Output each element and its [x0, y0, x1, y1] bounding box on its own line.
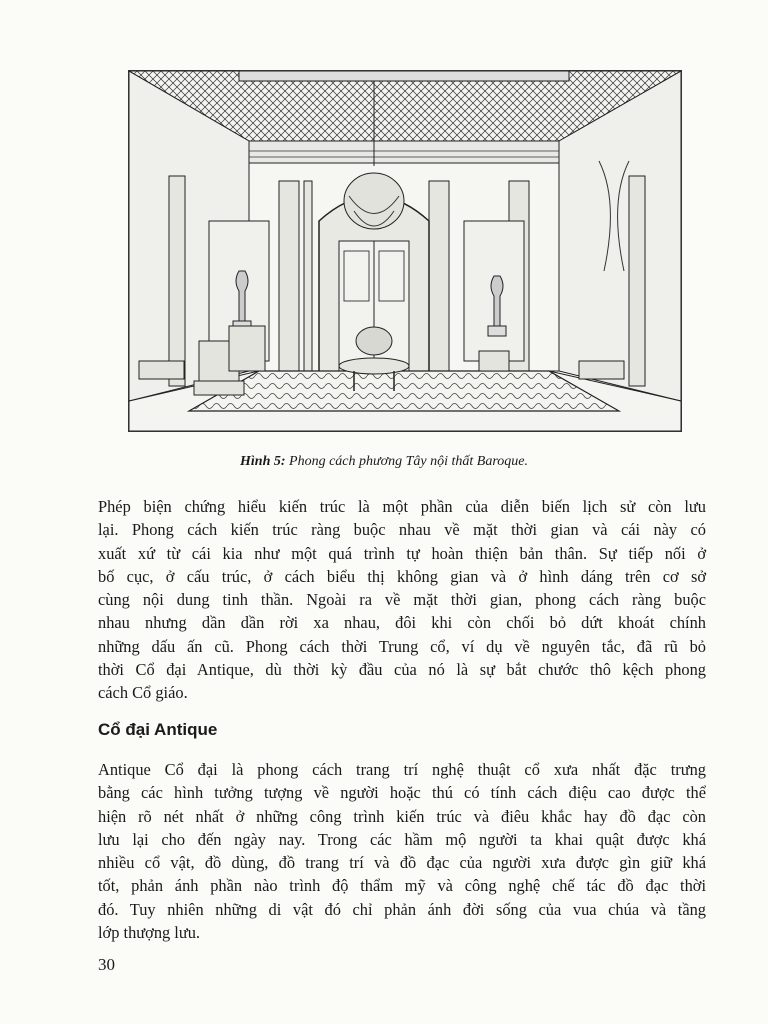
paragraph-line: nhiều cổ vật, đồ dùng, đồ trang trí và đồ đạc của người xưa được gìn giữ khá: [98, 853, 706, 873]
caption-text: Phong cách phương Tây nội thất Baroque.: [289, 454, 528, 469]
paragraph-line: nhau nhưng dần dần rời xa nhau, đôi khi còn chối bỏ dứt khoát chính: [98, 613, 706, 633]
paragraph-line: Antique Cổ đại là phong cách trang trí nghệ thuật cổ xưa nhất đặc trưng: [98, 760, 706, 779]
paragraph-line: hiện rõ nét nhất ở những công trình kiến trúc và điêu khắc hay đồ đạc còn: [98, 806, 706, 826]
baroque-interior-illustration: [128, 70, 682, 432]
paragraph-line: đó. Tuy nhiên những di vật đó chỉ phản ánh đời sống của vua chúa và tầng: [98, 899, 706, 919]
section-heading: Cổ đại Antique: [98, 720, 218, 739]
paragraph-1: [98, 495, 706, 705]
paragraph-line: lưu lại cho đến ngày nay. Trong các hầm mộ người ta khai quật được khá: [98, 829, 706, 849]
paragraph-line: bằng các hình tưởng tượng về người hoặc thú có tính cách điệu cao được thể: [98, 783, 706, 803]
figure-caption: [0, 454, 768, 470]
interior-sketch: [129, 71, 681, 431]
paragraph-line: những dấu ấn cũ. Phong cách thời Trung cổ, ví dụ về nguyên tắc, đã rũ bỏ: [98, 636, 706, 656]
paragraph-line: lớp thượng lưu.: [98, 923, 201, 943]
paragraph-line: cùng nội dung tinh thần. Ngoài ra về mặt thời gian, phong cách ràng buộc: [98, 590, 706, 610]
paragraph-line: lại. Phong cách kiến trúc ràng buộc nhau về mặt thời gian và cái này có: [98, 520, 706, 540]
paragraph-line: thời Cổ đại Antique, dù thời kỳ đầu của nó là sự bắt chước thô kệch phong: [98, 660, 706, 680]
paragraph-line: Phép biện chứng hiểu kiến trúc là một phần của diễn biến lịch sử còn lưu: [98, 497, 706, 516]
paragraph-line: cách Cổ giáo.: [98, 683, 188, 703]
page-number: 30: [98, 955, 115, 974]
paragraph-line: bố cục, ở cấu trúc, ở cách biểu thị không gian và ở hình dáng trên cơ sở: [98, 566, 706, 586]
paragraph-line: tốt, phản ánh phần nào trình độ thẩm mỹ và công nghệ chế tác đồ đạc thời: [98, 876, 706, 896]
paragraph-line: xuất xứ từ cái kia như một quá trình tự hoàn thiện bản thân. Sự tiếp nối ở: [98, 543, 706, 563]
paragraph-2: [98, 758, 706, 944]
caption-label: Hình 5:: [240, 454, 286, 469]
